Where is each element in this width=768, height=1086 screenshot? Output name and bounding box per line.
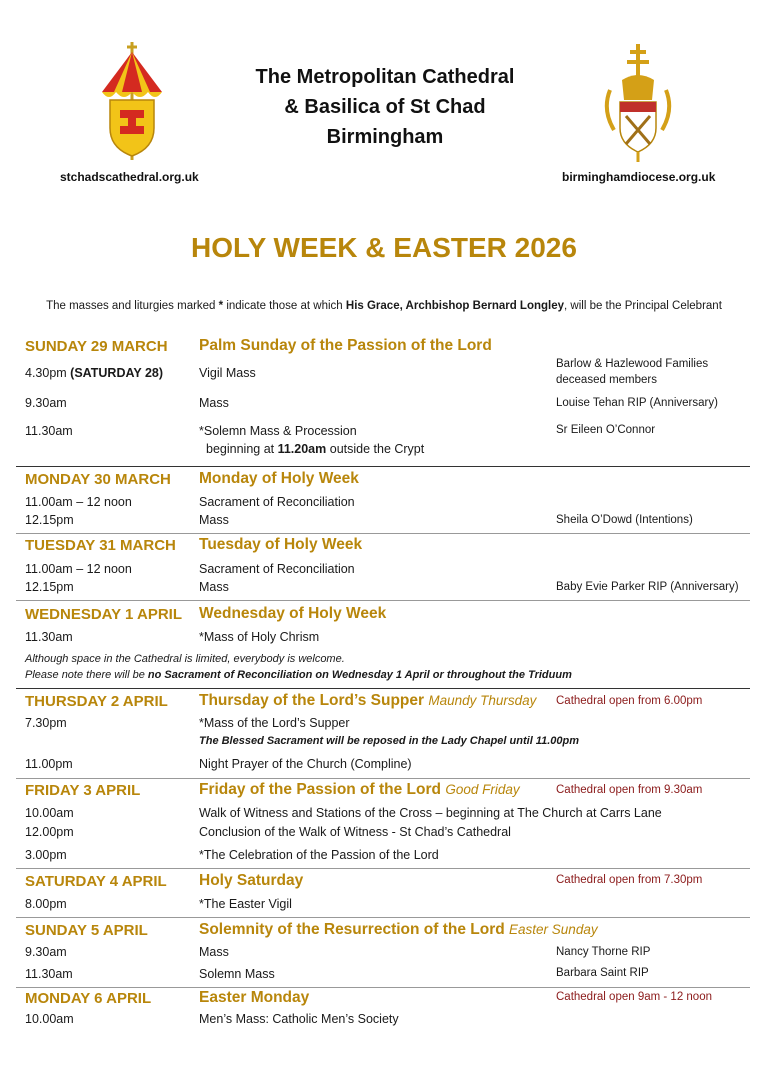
feast-heading: Easter Monday <box>199 989 310 1006</box>
opening-time: Cathedral open 9am - 12 noon <box>556 991 712 1003</box>
feast-heading <box>199 781 520 799</box>
intention-note: Sr Eileen O’Connor <box>556 424 656 436</box>
service-time: 10.00am <box>25 806 74 820</box>
opening-time: Cathedral open from 9.30am <box>556 784 703 796</box>
day-heading: SATURDAY 4 APRIL <box>25 873 167 890</box>
service-name: *Solemn Mass & Procession <box>199 424 357 438</box>
divider <box>16 600 750 601</box>
opening-time: Cathedral open from 6.00pm <box>556 695 703 707</box>
cathedral-name-line2: & Basilica of St Chad <box>284 96 486 118</box>
service-time: 9.30am <box>25 945 67 959</box>
detail-a: beginning at <box>206 442 278 456</box>
feast-heading <box>199 921 598 939</box>
detail-c: outside the Crypt <box>326 442 425 456</box>
service-time: 11.30am <box>25 630 73 644</box>
service-time: 12.15pm <box>25 580 74 594</box>
service-time: 3.00pm <box>25 848 67 862</box>
detail-b: 11.20am <box>277 442 327 456</box>
service-name: *Mass of the Lord’s Supper <box>199 716 350 730</box>
service-name: *The Celebration of the Passion of the Lord <box>199 848 439 862</box>
feast-heading: Monday of Holy Week <box>199 470 359 487</box>
service-time: 11.00pm <box>25 757 73 771</box>
divider <box>16 688 750 689</box>
intention-note: Barlow & Hazlewood Families <box>556 358 709 370</box>
divider <box>16 533 750 534</box>
intro-text <box>0 300 768 312</box>
service-name: Mass <box>199 945 229 959</box>
st-chad-crest-icon <box>94 40 170 166</box>
service-name: Vigil Mass <box>199 366 256 380</box>
divider <box>16 987 750 988</box>
service-time: 8.00pm <box>25 897 67 911</box>
service-name: Sacrament of Reconciliation <box>199 562 355 576</box>
intention-note: Louise Tehan RIP (Anniversary) <box>556 397 718 409</box>
service-name: Solemn Mass <box>199 967 275 981</box>
feast-name: Solemnity of the Resurrection of the Lord <box>199 921 505 938</box>
day-heading: SUNDAY 5 APRIL <box>25 922 148 939</box>
intention-note: Sheila O’Dowd (Intentions) <box>556 514 693 526</box>
note-b: no Sacrament of Reconciliation on Wednesday 1 April or throughout the Triduum <box>147 669 572 681</box>
service-time: 7.30pm <box>25 716 67 730</box>
service-name: Conclusion of the Walk of Witness - St Chad’s Cathedral <box>199 825 511 839</box>
time-text: 4.30pm <box>25 366 71 380</box>
service-name: Mass <box>199 580 229 594</box>
opening-time: Cathedral open from 7.30pm <box>556 874 703 886</box>
intro-part-c: , will be the Principal Celebrant <box>564 300 722 312</box>
day-heading: FRIDAY 3 APRIL <box>25 782 141 799</box>
reconciliation-note <box>25 669 572 681</box>
service-name: Mass <box>199 396 229 410</box>
divider <box>16 917 750 918</box>
intention-note: deceased members <box>556 374 657 386</box>
note-a: Please note there will be <box>25 669 148 681</box>
time-bold: (SATURDAY 28) <box>70 366 164 380</box>
feast-heading: Palm Sunday of the Passion of the Lord <box>199 337 492 354</box>
intention-note: Barbara Saint RIP <box>556 967 649 979</box>
welcome-note: Although space in the Cathedral is limited, everybody is welcome. <box>25 653 345 665</box>
feast-subtitle: Good Friday <box>445 782 520 797</box>
service-time: 11.00am – 12 noon <box>25 562 132 576</box>
divider <box>16 778 750 779</box>
service-time: 11.30am <box>25 424 73 438</box>
cathedral-name <box>200 62 570 152</box>
service-time <box>25 366 163 380</box>
intro-celebrant: His Grace, Archbishop Bernard Longley <box>345 300 565 312</box>
archdiocese-crest-icon <box>600 40 676 166</box>
day-heading: MONDAY 6 APRIL <box>25 990 152 1007</box>
feast-name: Thursday of the Lord’s Supper <box>199 692 425 709</box>
service-time: 11.30am <box>25 967 73 981</box>
cathedral-name-line1: The Metropolitan Cathedral <box>255 66 515 88</box>
service-time: 12.15pm <box>25 513 74 527</box>
reposition-note: The Blessed Sacrament will be reposed in the Lady Chapel until 11.00pm <box>199 735 580 747</box>
service-name: Sacrament of Reconciliation <box>199 495 355 509</box>
day-heading: WEDNESDAY 1 APRIL <box>25 606 182 623</box>
cathedral-website-link[interactable]: stchadscathedral.org.uk <box>60 170 199 184</box>
service-name: Walk of Witness and Stations of the Cross – beginning at The Church at Carrs Lane <box>199 806 662 820</box>
service-name: *Mass of Holy Chrism <box>199 630 320 644</box>
divider <box>16 466 750 467</box>
feast-heading <box>199 692 536 710</box>
diocese-website-link[interactable]: birminghamdiocese.org.uk <box>562 170 716 184</box>
day-heading: MONDAY 30 MARCH <box>25 471 171 488</box>
service-time: 12.00pm <box>25 825 74 839</box>
cathedral-name-line3: Birmingham <box>326 126 444 148</box>
service-name: Mass <box>199 513 229 527</box>
feast-subtitle: Maundy Thursday <box>428 693 537 708</box>
service-time: 10.00am <box>25 1012 74 1026</box>
service-detail <box>206 442 424 456</box>
feast-heading: Holy Saturday <box>199 872 304 889</box>
feast-name: Friday of the Passion of the Lord <box>199 781 441 798</box>
intro-part-a: The masses and liturgies marked <box>46 300 219 312</box>
intention-note: Baby Evie Parker RIP (Anniversary) <box>556 581 739 593</box>
page-title: HOLY WEEK & EASTER 2026 <box>191 232 577 263</box>
divider <box>16 868 750 869</box>
intention-note: Nancy Thorne RIP <box>556 946 651 958</box>
feast-heading: Tuesday of Holy Week <box>199 536 363 553</box>
service-name: Night Prayer of the Church (Compline) <box>199 757 412 771</box>
service-name: *The Easter Vigil <box>199 897 292 911</box>
service-name: Men’s Mass: Catholic Men’s Society <box>199 1012 399 1026</box>
day-heading: TUESDAY 31 MARCH <box>25 537 176 554</box>
service-time: 11.00am – 12 noon <box>25 495 132 509</box>
feast-heading: Wednesday of Holy Week <box>199 605 387 622</box>
day-heading: SUNDAY 29 MARCH <box>25 338 168 355</box>
intro-part-b: indicate those at which <box>223 300 346 312</box>
service-time: 9.30am <box>25 396 67 410</box>
feast-subtitle: Easter Sunday <box>509 922 598 937</box>
day-heading: THURSDAY 2 APRIL <box>25 693 168 710</box>
intro-star: * <box>218 300 224 312</box>
